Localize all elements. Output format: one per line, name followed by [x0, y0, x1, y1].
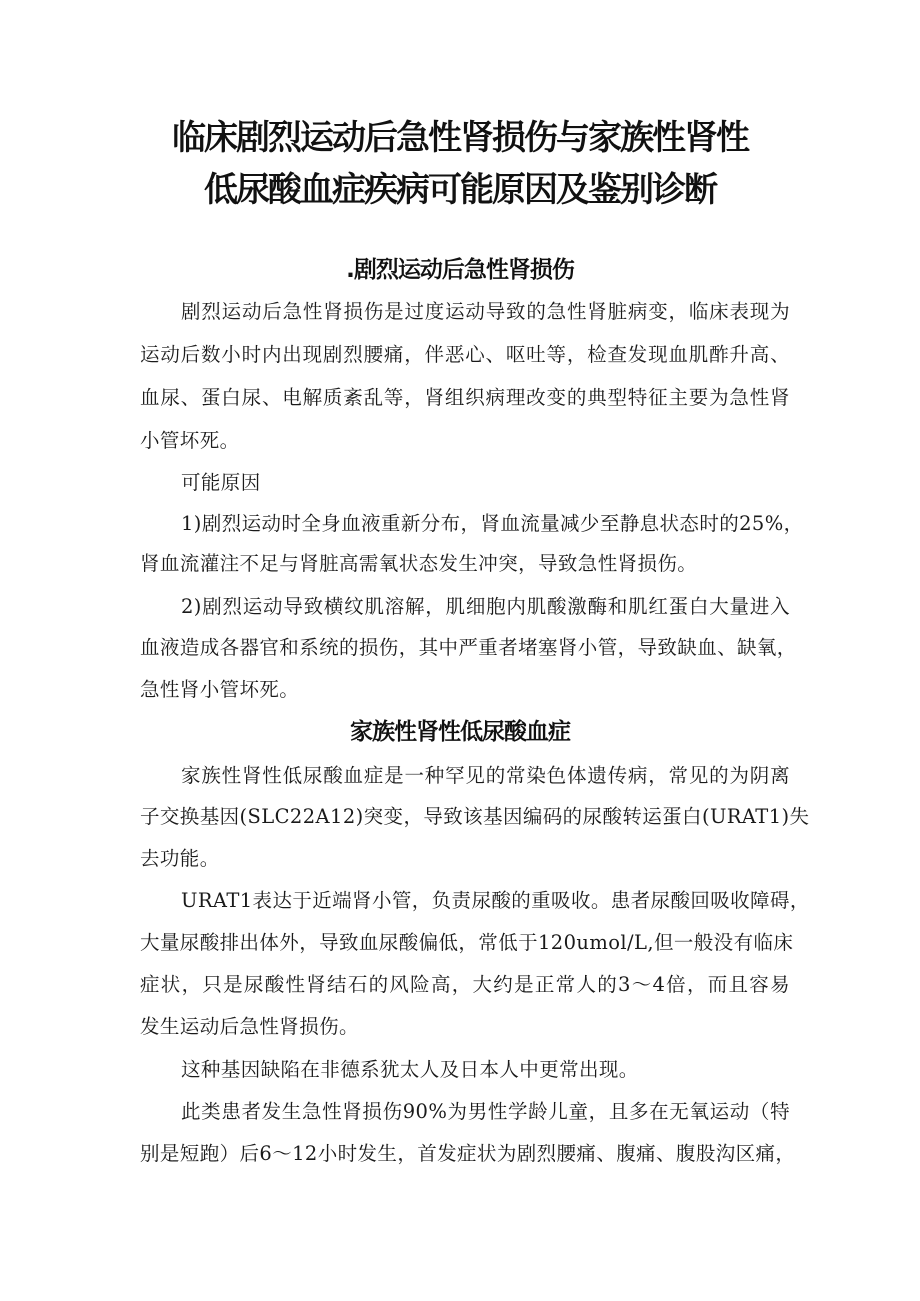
paragraph-line: 2)剧烈运动导致横纹肌溶解，肌细胞内肌酸激酶和肌红蛋白大量进入	[181, 595, 790, 618]
paragraph-line: 血尿、蛋白尿、电解质紊乱等，肾组织病理改变的典型特征主要为急性肾	[140, 386, 790, 409]
paragraph-line: 可能原因	[181, 471, 261, 494]
paragraph-line: 大量尿酸排出体外，导致血尿酸偏低，常低于120umol/L,但一般没有临床	[140, 931, 794, 954]
paragraph-line: 子交换基因(SLC22A12)突变，导致该基因编码的尿酸转运蛋白(URAT1)失	[140, 805, 810, 828]
section-heading-renal-hypouricemia: 家族性肾性低尿酸血症	[350, 719, 570, 745]
paragraph-line: 肾血流灌注不足与肾脏高需氧状态发生冲突，导致急性肾损伤。	[140, 552, 698, 575]
paragraph-line: 急性肾小管坏死。	[140, 678, 300, 701]
paragraph-line: 这种基因缺陷在非德系犹太人及日本人中更常出现。	[181, 1058, 639, 1081]
document-title-line-1: 临床剧烈运动后急性肾损伤与家族性肾性	[172, 118, 748, 158]
paragraph-line: 运动后数小时内出现剧烈腰痛，伴恶心、呕吐等，检查发现血肌酢升高、	[140, 343, 790, 366]
paragraph-line: 去功能。	[140, 847, 220, 870]
document-title-line-2: 低尿酸血症疾病可能原因及鉴别诊断	[204, 170, 716, 210]
paragraph-line: 症状，只是尿酸性肾结石的风险高，大约是正常人的3～4倍，而且容易	[140, 973, 790, 996]
paragraph-line: 剧烈运动后急性肾损伤是过度运动导致的急性肾脏病变，临床表现为	[181, 300, 790, 323]
paragraph-line: 1)剧烈运动时全身血液重新分布，肾血流量减少至静息状态时的25%，	[181, 512, 804, 535]
paragraph-line: 此类患者发生急性肾损伤90%为男性学龄儿童，且多在无氧运动（特	[181, 1100, 790, 1123]
paragraph-line: 别是短跑）后6～12小时发生，首发症状为剧烈腰痛、腹痛、腹股沟区痛，	[140, 1142, 796, 1165]
paragraph-line: 小管坏死。	[140, 429, 240, 452]
paragraph-line: 发生运动后急性肾损伤。	[140, 1015, 359, 1038]
section-heading-exercise-aki: .剧烈运动后急性肾损伤	[346, 257, 574, 283]
paragraph-line: URAT1表达于近端肾小管，负责尿酸的重吸收。患者尿酸回吸收障碍，	[181, 889, 810, 912]
paragraph-line: 家族性肾性低尿酸血症是一种罕见的常染色体遗传病，常见的为阴离	[181, 764, 790, 787]
paragraph-line: 血液造成各器官和系统的损伤，其中严重者堵塞肾小管，导致缺血、缺氧，	[140, 636, 797, 659]
